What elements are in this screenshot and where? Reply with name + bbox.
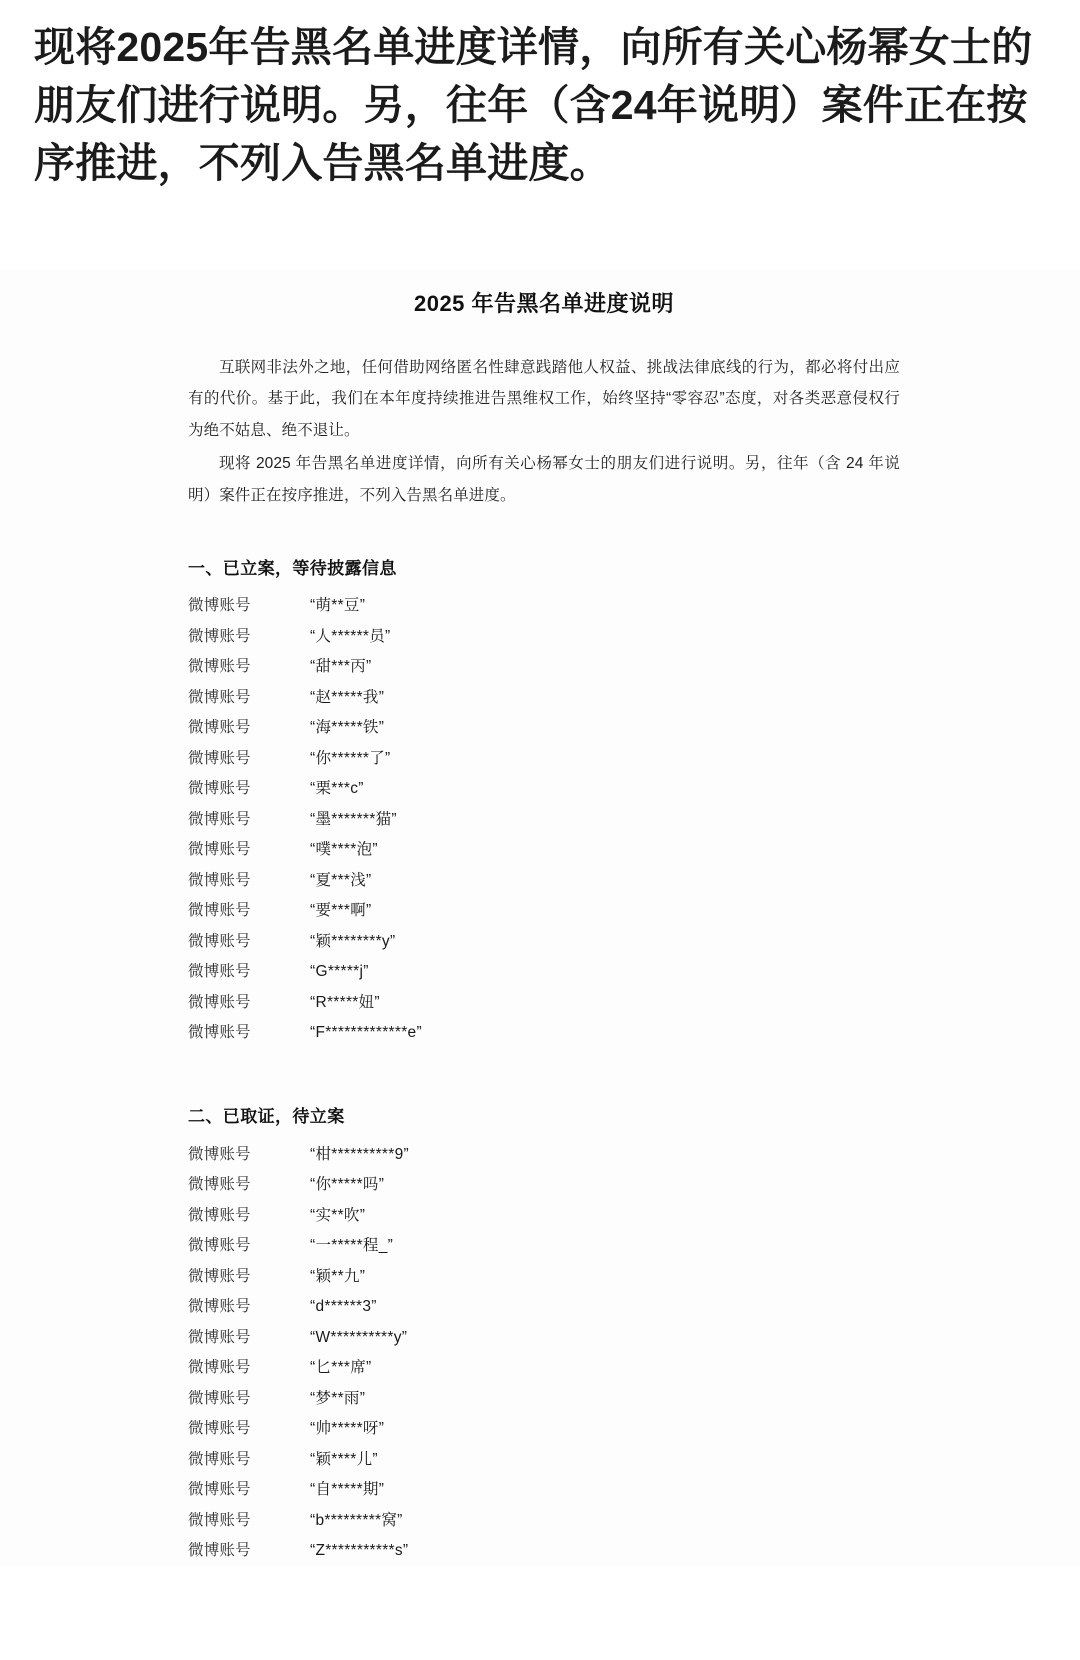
list-item — [188, 1139, 900, 1170]
account-type-label: 微博账号 — [188, 932, 251, 950]
account-name: “萌**豆” — [310, 597, 366, 615]
account-name: “梦**雨” — [310, 1389, 366, 1407]
account-type-label: 微博账号 — [188, 1145, 251, 1163]
account-name: “W**********y” — [310, 1328, 408, 1346]
account-name: “匕***席” — [310, 1359, 372, 1377]
list-item — [188, 1444, 900, 1475]
section-filed-cases — [188, 554, 900, 1049]
list-item — [188, 804, 900, 835]
account-name: “赵*****我” — [310, 688, 385, 706]
account-type-label: 微博账号 — [188, 963, 251, 981]
section-evidence-collected — [188, 1102, 900, 1566]
account-type-label: 微博账号 — [188, 719, 251, 737]
list-item — [188, 1292, 900, 1323]
account-type-label: 微博账号 — [188, 1481, 251, 1499]
account-type-label: 微博账号 — [188, 1024, 251, 1042]
account-name: “要***啊” — [310, 902, 372, 920]
section-heading-1: 一、已立案，等待披露信息 — [188, 558, 397, 578]
account-type-label: 微博账号 — [188, 993, 251, 1011]
list-item — [188, 1170, 900, 1201]
account-name: “自*****期” — [310, 1481, 385, 1499]
account-name: “G*****j” — [310, 963, 369, 981]
account-type-label: 微博账号 — [188, 1298, 251, 1316]
account-type-label: 微博账号 — [188, 780, 251, 798]
account-type-label: 微博账号 — [188, 871, 251, 889]
document-body — [180, 269, 900, 1567]
account-name: “甜***丙” — [310, 658, 372, 676]
account-name: “人******员” — [310, 627, 391, 645]
list-item — [188, 1231, 900, 1262]
account-type-label: 微博账号 — [188, 1206, 251, 1224]
account-name: “海*****铁” — [310, 719, 385, 737]
section-heading-2: 二、已取证，待立案 — [188, 1107, 345, 1127]
account-type-label: 微博账号 — [188, 1267, 251, 1285]
list-item — [188, 957, 900, 988]
account-name: “b*********窝” — [310, 1511, 403, 1529]
list-item — [188, 591, 900, 622]
account-type-label: 微博账号 — [188, 627, 251, 645]
account-type-label: 微博账号 — [188, 1542, 251, 1560]
account-name: “颖****儿” — [310, 1450, 378, 1468]
list-item — [188, 1505, 900, 1536]
list-item — [188, 713, 900, 744]
account-type-label: 微博账号 — [188, 658, 251, 676]
list-item — [188, 1018, 900, 1049]
account-name: “一*****程_” — [310, 1237, 394, 1255]
list-item — [188, 865, 900, 896]
list-item — [188, 1322, 900, 1353]
account-name: “颖********y” — [310, 932, 396, 950]
account-list-2 — [188, 1139, 900, 1566]
account-name: “实**吹” — [310, 1206, 366, 1224]
list-item — [188, 896, 900, 927]
account-name: “颖**九” — [310, 1267, 366, 1285]
account-type-label: 微博账号 — [188, 810, 251, 828]
account-type-label: 微博账号 — [188, 1389, 251, 1407]
list-item — [188, 926, 900, 957]
account-name: “噗****泡” — [310, 841, 378, 859]
list-item — [188, 987, 900, 1018]
account-list-1 — [188, 591, 900, 1049]
list-item — [188, 774, 900, 805]
list-item — [188, 1353, 900, 1384]
list-item — [188, 1536, 900, 1567]
list-item — [188, 1383, 900, 1414]
list-item — [188, 1414, 900, 1445]
intro-paragraph-2: 现将 2025 年告黑名单进度详情，向所有关心杨幂女士的朋友们进行说明。另，往年（含 24 年说明）案件正在按序推进，不列入告黑名单进度。 — [188, 455, 900, 505]
list-item — [188, 652, 900, 683]
account-name: “夏***浅” — [310, 871, 372, 889]
list-item — [188, 682, 900, 713]
account-type-label: 微博账号 — [188, 749, 251, 767]
account-type-label: 微博账号 — [188, 1359, 251, 1377]
account-type-label: 微博账号 — [188, 1420, 251, 1438]
post-headline-text: 现将2025年告黑名单进度详情，向所有关心杨幂女士的朋友们进行说明。另，往年（含24年说明）案件正在按序推进，不列入告黑名单进度。 — [34, 24, 1033, 187]
document-title: 2025 年告黑名单进度说明 — [413, 290, 675, 316]
account-name: “R*****妞” — [310, 993, 380, 1011]
post-headline-block — [0, 0, 1080, 193]
account-type-label: 微博账号 — [188, 1450, 251, 1468]
list-item — [188, 743, 900, 774]
account-name: “帅*****呀” — [310, 1420, 385, 1438]
account-name: “Z***********s” — [310, 1542, 409, 1560]
account-type-label: 微博账号 — [188, 597, 251, 615]
account-name: “墨*******猫” — [310, 810, 397, 828]
list-item — [188, 1200, 900, 1231]
account-type-label: 微博账号 — [188, 688, 251, 706]
account-name: “栗***c” — [310, 780, 364, 798]
intro-paragraph-1: 互联网非法外之地，任何借助网络匿名性肆意践踏他人权益、挑战法律底线的行为，都必将付出应有的代价。基于此，我们在本年度持续推进告黑维权工作，始终坚持“零容忍”态度，对各类恶意侵权行为绝不姑息、绝不退让。 — [188, 358, 900, 439]
account-name: “F*************e” — [310, 1024, 422, 1042]
account-name: “柑**********9” — [310, 1145, 409, 1163]
list-item — [188, 835, 900, 866]
account-name: “你*****吗” — [310, 1176, 385, 1194]
list-item — [188, 1261, 900, 1292]
account-name: “d******3” — [310, 1298, 377, 1316]
account-type-label: 微博账号 — [188, 1176, 251, 1194]
document-image[interactable] — [0, 269, 1080, 1567]
list-item — [188, 621, 900, 652]
account-type-label: 微博账号 — [188, 1328, 251, 1346]
account-type-label: 微博账号 — [188, 1237, 251, 1255]
list-item — [188, 1475, 900, 1506]
account-type-label: 微博账号 — [188, 902, 251, 920]
account-type-label: 微博账号 — [188, 841, 251, 859]
account-name: “你******了” — [310, 749, 391, 767]
account-type-label: 微博账号 — [188, 1511, 251, 1529]
